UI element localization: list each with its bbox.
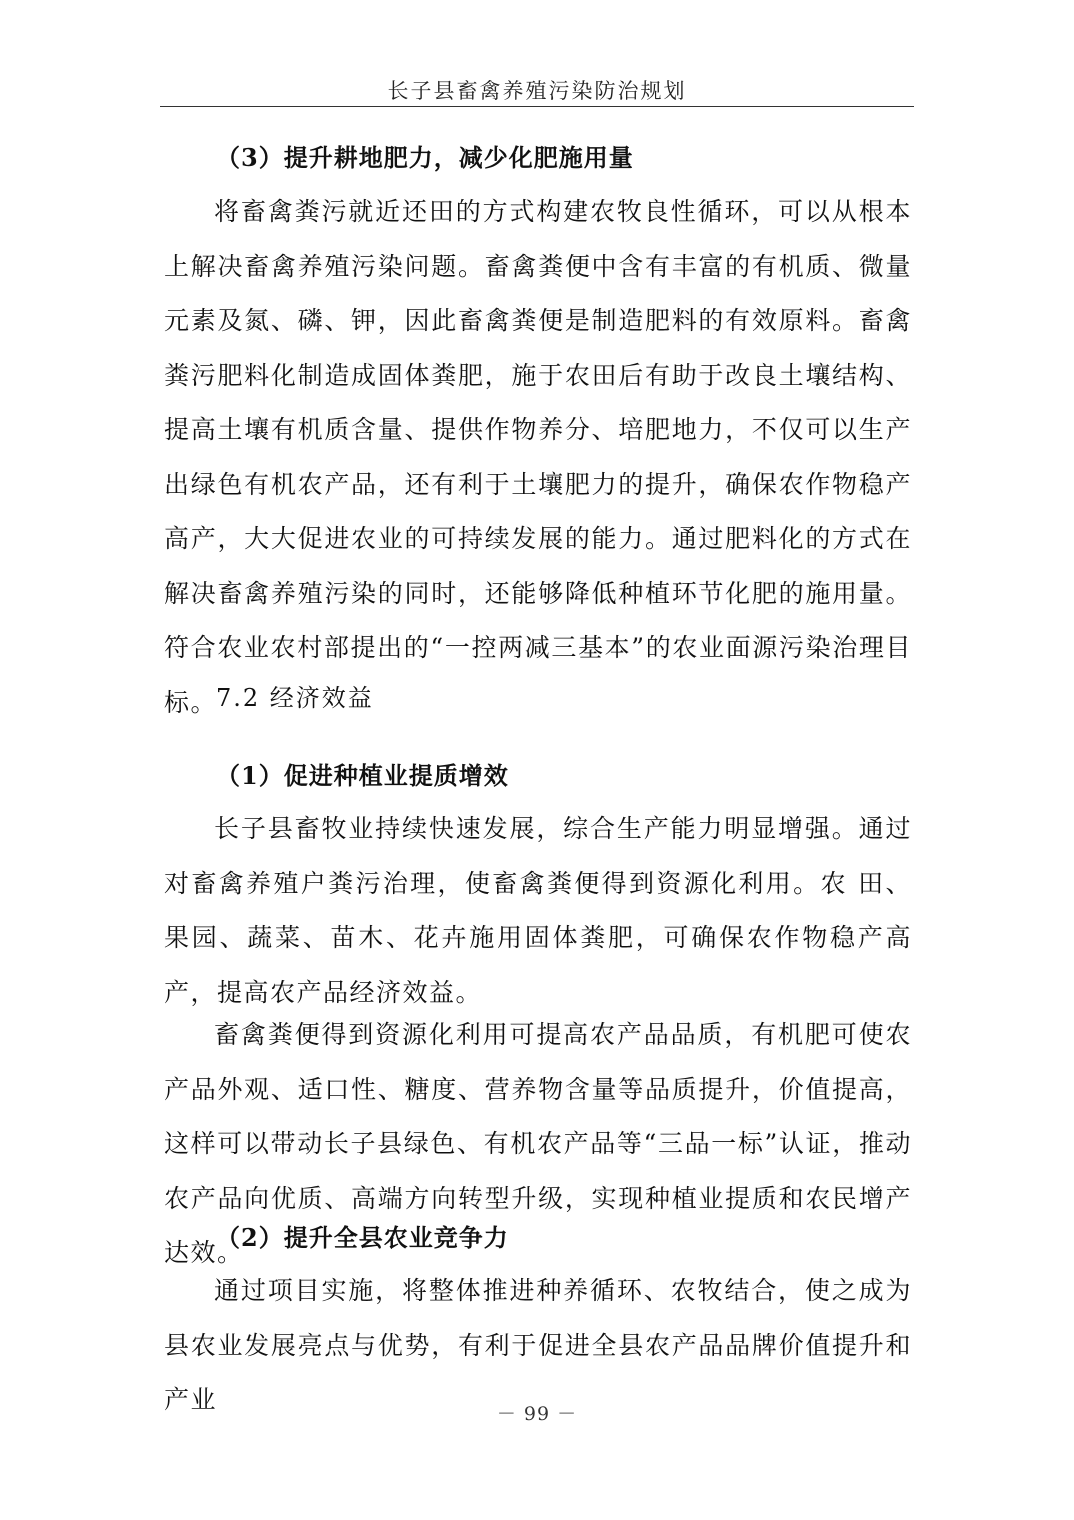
paragraph-fertility: 将畜禽粪污就近还田的方式构建农牧良性循环，可以从根本上解决畜禽养殖污染问题。畜禽粪便中含有丰富的有机质、微量元素及氮、磷、钾，因此畜禽粪便是制造肥料的有效原料。畜禽粪污肥料化制造成固体粪肥，施于农田后有助于改良土壤结构、提高土壤有机质含量、提供作物养分、培肥地力，不仅可以生产出绿色有机农产品，还有利于土壤肥力的提升，确保农作物稳产高产，大大促进农业的可持续发展的能力。通过肥料化的方式在解决畜禽养殖污染的同时，还能够降低种植环节化肥的施用量。符合农业农村部提出的“一控两减三基本”的农业面源污染治理目标。 [164,197,912,717]
paragraph-competitiveness: 通过项目实施，将整体推进种养循环、农牧结合，使之成为县农业发展亮点与优势，有利于促进全县农产品品牌价值提升和产业 [164,1276,912,1414]
section-title-7-2: 7.2 经济效益 [216,684,374,712]
page-number: － 99 － [496,1403,578,1425]
subsection-heading-1: （1）促进种植业提质增效 [216,761,509,790]
paragraph-planting-1: 长子县畜牧业持续快速发展，综合生产能力明显增强。通过对畜禽养殖户粪污治理，使畜禽粪便得到资源化利用。农 田、果园、蔬菜、苗木、花卉施用固体粪肥，可确保农作物稳产高产，提高农产品经济效益。 [164,814,912,1007]
subsection-heading-2: （2）提升全县农业竞争力 [216,1223,509,1252]
subsection-heading-3: （3）提升耕地肥力，减少化肥施用量 [216,143,634,172]
header-divider [160,106,914,107]
paragraph-planting-2: 畜禽粪便得到资源化利用可提高农产品品质，有机肥可使农产品外观、适口性、糖度、营养物含量等品质提升，价值提高，这样可以带动长子县绿色、有机农产品等“三品一标”认证，推动农产品向优质、高端方向转型升级，实现种植业提质和农民增产达效。 [164,1020,912,1267]
page-header-title: 长子县畜禽养殖污染防治规划 [387,79,687,103]
